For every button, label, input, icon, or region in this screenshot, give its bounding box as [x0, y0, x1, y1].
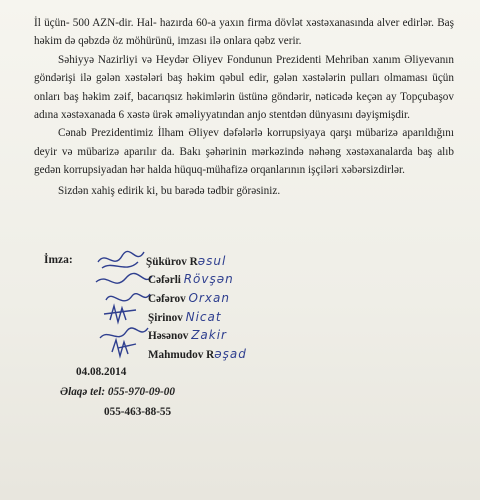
phone-number-1: 055-970-09-00 [107, 386, 175, 398]
handwritten-name: Orxan [188, 291, 230, 305]
phone-number-2: 055-463-88-55 [104, 406, 172, 418]
handwritten-name: əsul [197, 254, 227, 268]
signer-2: Cəfərli Rövşən [148, 272, 234, 286]
handwritten-name: Zakir [191, 328, 227, 342]
signer-4: Şirinov Nicat [148, 310, 222, 324]
signer-5: Həsənov Zakir [148, 328, 227, 342]
contact-label: Əlaqə tel: [60, 386, 106, 398]
paragraph-2: Səhiyyə Nazirliyi və Heydər Əliyev Fondunun Prezidenti Mehriban xanım Əliyevanın göndərişi ilə gələn xəstələri baş həkim qəbul edir, gələn xəstələrin pulları olmaması üçün onları baş həkim zəif, bacarıqsız həkimlərin üstünə göndərir, nəticədə keçən ay Topçubaşov adına xəstəxanada 6 xəstə ürək əməliyyatından anjo stentdən dünyasını dəyişmişdir. [34, 53, 454, 122]
signer-6: Mahmudov Rəşad [148, 347, 247, 361]
paragraph-3: Cənab Prezidentimiz İlham Əliyev dəfələrlə korrupsiyaya qarşı mübarizə aparıldığını deyir və mübarizə aparılır da. Bakı şəhərinin mərkəzində nəhəng xəstəxanalarda baş alıb gedən korrupsiyadan hər halda hüquq-mühafizə orqanlarının işçiləri xəbərsizdirlər. [34, 127, 454, 177]
signer-1: Şükürov Rəsul [146, 254, 227, 268]
signature-block [44, 254, 464, 364]
contact-line [60, 386, 175, 398]
handwritten-name: Rövşən [183, 272, 234, 286]
signature-label: İmza: [44, 254, 73, 266]
handwritten-name: əşad [214, 347, 247, 361]
signer-3: Cəfərov Orxan [148, 291, 230, 305]
paragraph-1: İl üçün- 500 AZN-dir. Hal- hazırda 60-a yaxın firma dövlət xəstəxanasında alver edirlər. Baş həkim də qəbzdə öz möhürünü, imzası ilə onlara qəbz verir. [34, 17, 454, 48]
letter-body [34, 14, 454, 200]
closing-line: Sizdən xahiş edirik ki, bu barədə tədbir görəsiniz. [58, 184, 281, 197]
handwritten-name: Nicat [185, 310, 222, 324]
document-date: 04.08.2014 [76, 366, 127, 378]
